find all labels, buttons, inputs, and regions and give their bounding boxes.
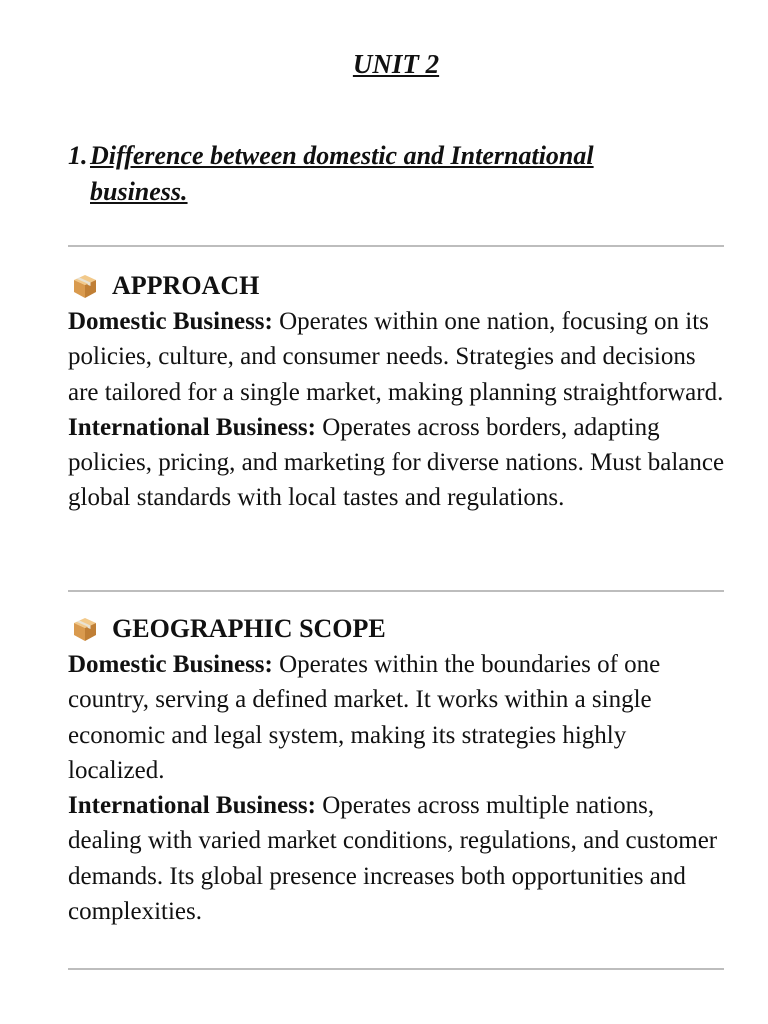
- question-text: Difference between domestic and International business.: [90, 141, 594, 206]
- package-icon: [72, 273, 98, 299]
- question-number: 1.: [68, 141, 88, 170]
- international-paragraph: [68, 788, 728, 929]
- domestic-label: Domestic Business:: [68, 308, 273, 335]
- section-heading-text: GEOGRAPHIC SCOPE: [112, 614, 386, 643]
- section-geographic-scope: [68, 611, 728, 929]
- question-heading: [68, 138, 668, 210]
- domestic-text: Operates within the boundaries of one country, serving a defined market. It works within a single economic and legal system, making its strategies highly localized.: [68, 651, 661, 784]
- international-text: Operates across borders, adapting policies, pricing, and marketing for diverse nations. Must balance global standards with local tastes and regulations.: [68, 413, 725, 512]
- domestic-label: Domestic Business:: [68, 651, 273, 678]
- divider: [68, 968, 724, 970]
- international-label: International Business:: [68, 413, 316, 441]
- domestic-text: Operates within one nation, focusing on its policies, culture, and consumer needs. Strategies and decisions are tailored for a single market, making planning straightforward.: [68, 308, 724, 406]
- international-text: Operates across multiple nations, dealing with varied market conditions, regulations, and customer demands. Its global presence increases both opportunities and complexities.: [68, 792, 718, 926]
- international-paragraph: [68, 410, 728, 516]
- divider: [68, 590, 724, 592]
- international-label: International Business:: [68, 792, 316, 820]
- domestic-paragraph: [68, 647, 728, 788]
- divider: [68, 245, 724, 247]
- package-icon: [72, 616, 98, 642]
- section-heading: [68, 611, 728, 647]
- section-heading: [68, 268, 728, 304]
- section-approach: [68, 268, 728, 516]
- domestic-paragraph: [68, 304, 728, 410]
- unit-title: UNIT 2: [352, 49, 440, 79]
- section-heading-text: APPROACH: [112, 271, 260, 300]
